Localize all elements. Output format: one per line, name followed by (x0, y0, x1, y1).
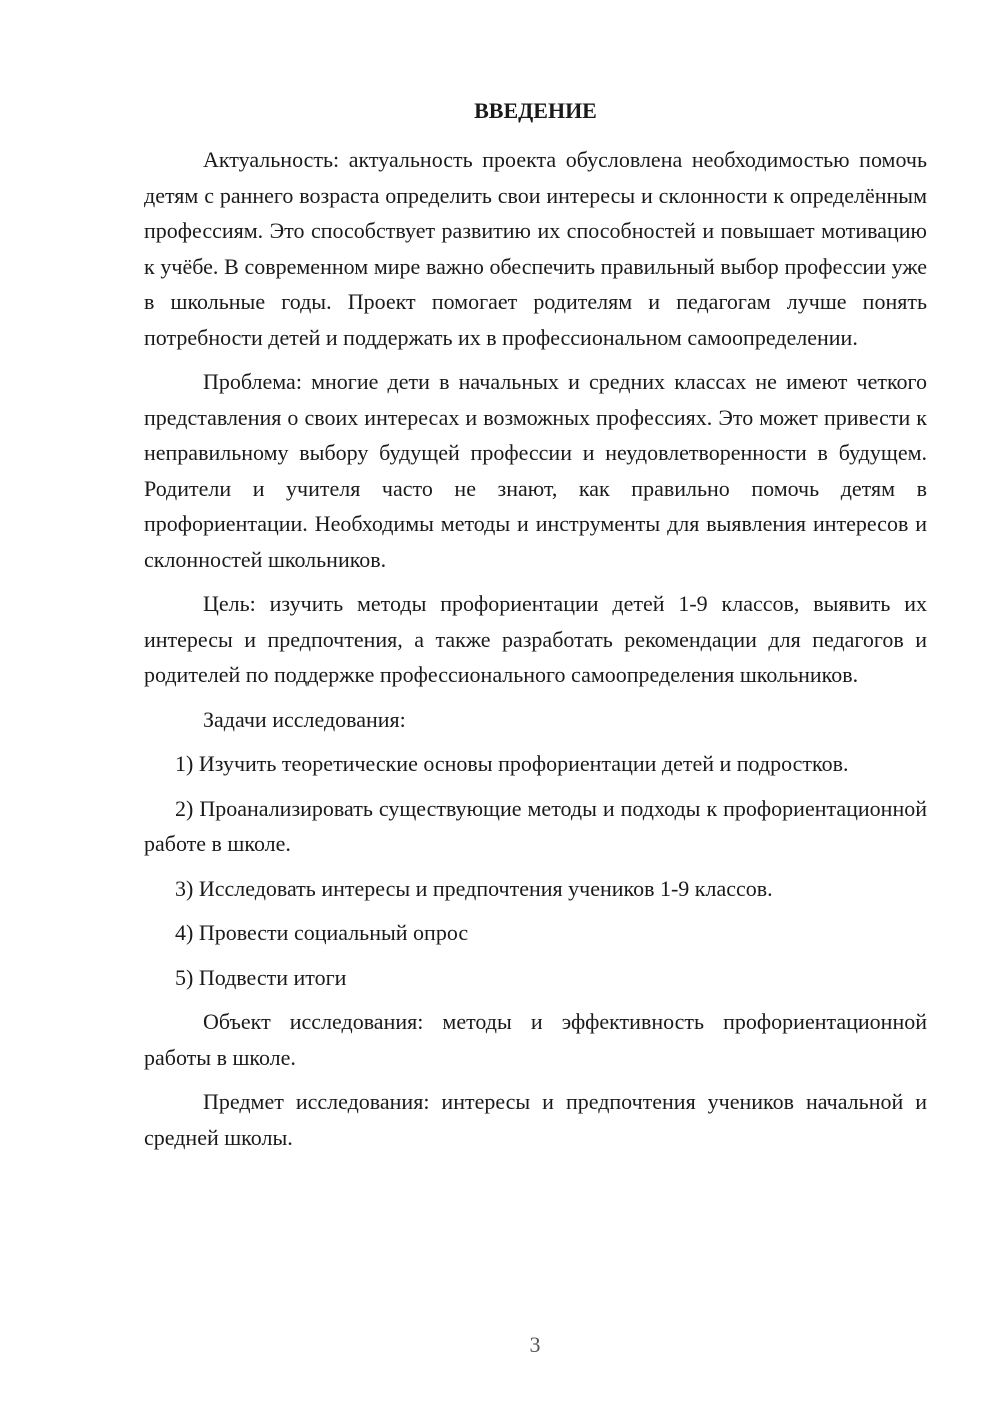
section-title: ВВЕДЕНИЕ (474, 98, 597, 123)
paragraph-problem: Проблема: многие дети в начальных и средних классах не имеют четкого представления о своих интересах и возможных профессиях. Это может привести к неправильному выбору будущей профессии и неудовлетворенности в будущем. Родители и учителя часто не знают, как правильно помочь детям в профориентации. Необходимы методы и инструменты для выявления интересов и склонностей школьников. (144, 369, 927, 572)
tasks-heading: Задачи исследования: (203, 706, 406, 732)
task-item-4: 4) Провести социальный опрос (175, 920, 469, 945)
task-item-2: 2) Проанализировать существующие методы и подходы к профориентационной работе в школе. (144, 795, 927, 856)
task-item-5: 5) Подвести итоги (175, 964, 347, 990)
paragraph-goal: Цель: изучить методы профориентации детей 1-9 классов, выявить их интересы и предпочтения, а также разработать рекомендации для педагогов и родителей по поддержке профессионального самоопределения школьников. (144, 591, 927, 687)
task-item-3: 3) Исследовать интересы и предпочтения учеников 1-9 классов. (175, 875, 773, 901)
page-number: 3 (529, 1332, 541, 1357)
paragraph-object: Объект исследования: методы и эффективность профориентационной работы в школе. (144, 1009, 927, 1070)
page-content (144, 96, 927, 1164)
task-item-1: 1) Изучить теоретические основы профориентации детей и подростков. (175, 751, 849, 776)
paragraph-subject: Предмет исследования: интересы и предпочтения учеников начальной и средней школы. (144, 1089, 927, 1150)
paragraph-relevance: Актуальность: актуальность проекта обусловлена необходимостью помочь детям с раннего возраста определить свои интересы и склонности к определённым профессиям. Это способствует развитию их способностей и повышает мотивацию к учёбе. В современном мире важно обеспечить правильный выбор профессии уже в школьные годы. Проект помогает родителям и педагогам лучше понять потребности детей и поддержать их в профессиональном самоопределении. (144, 147, 927, 350)
